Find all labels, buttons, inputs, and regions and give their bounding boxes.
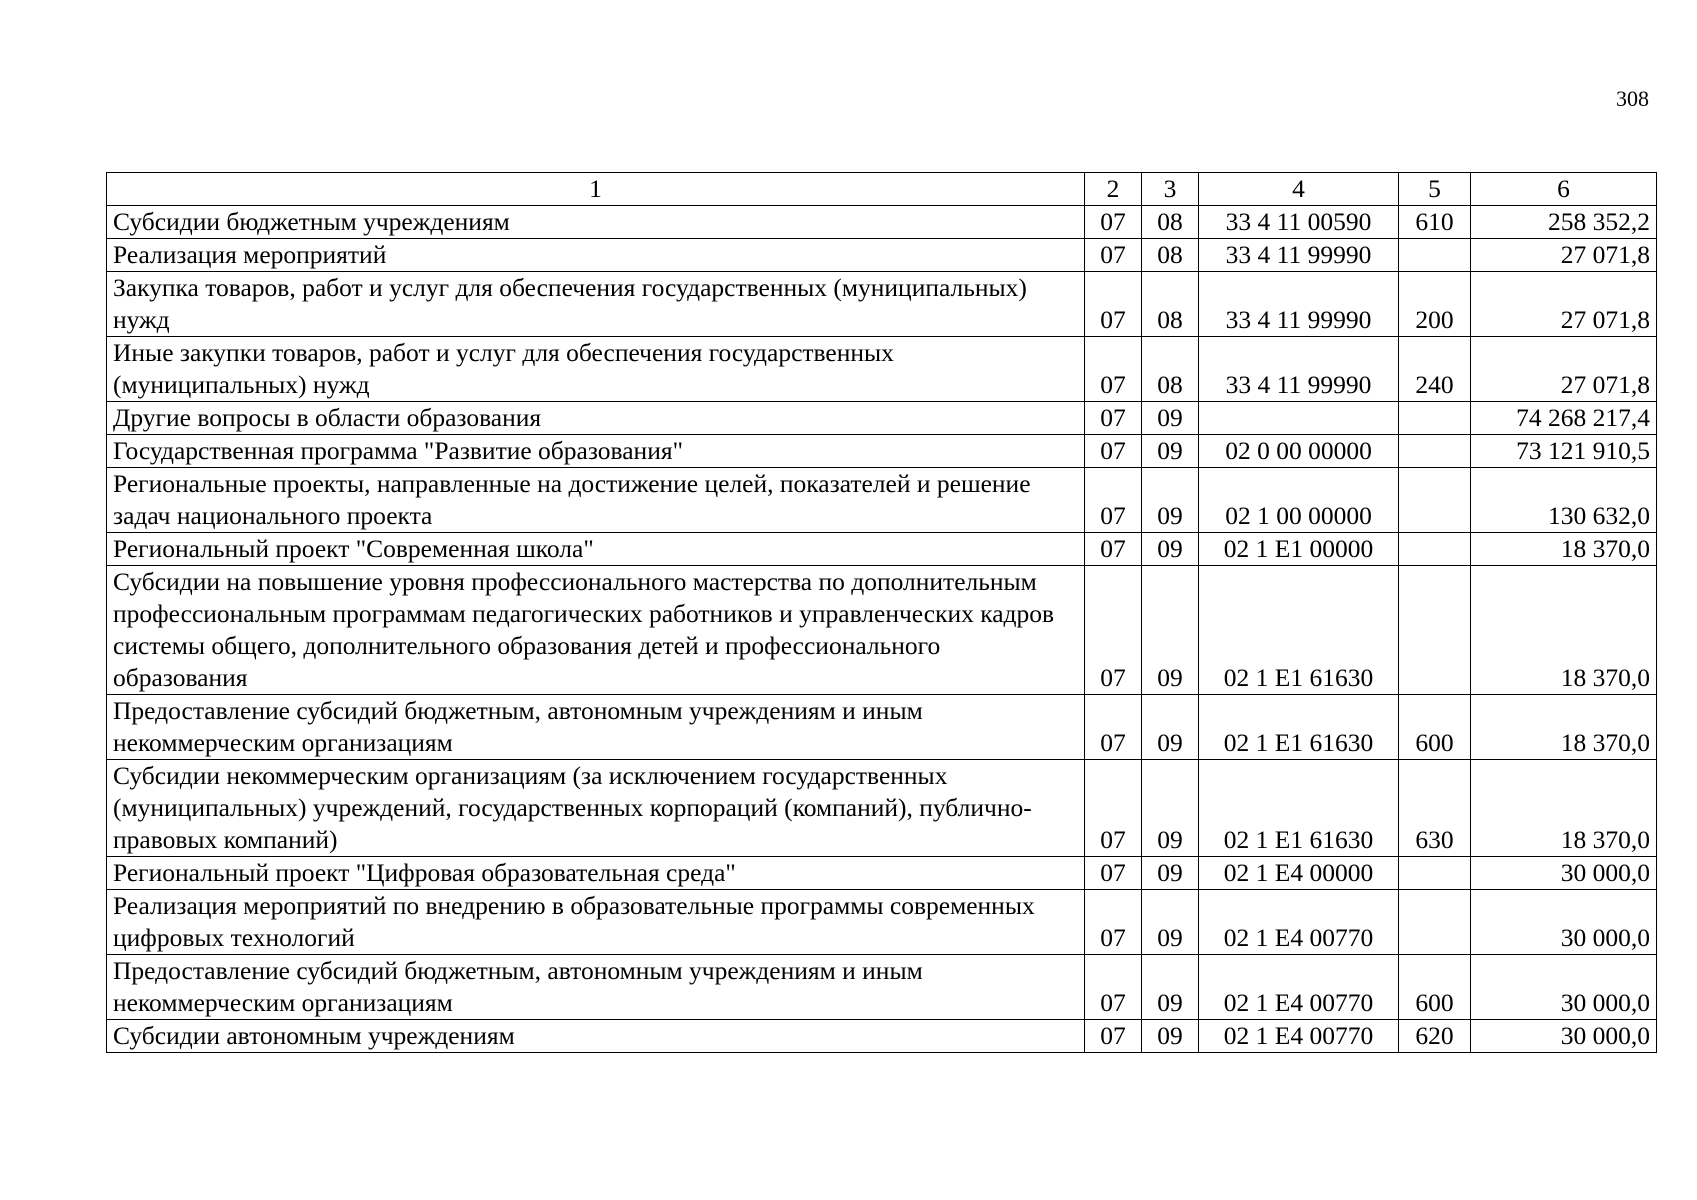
cell-amount: 73 121 910,5 — [1471, 435, 1657, 468]
cell-name: Субсидии на повышение уровня профессионального мастерства по дополнительным профессиональным программам педагогических работников и управленческих кадров системы общего, дополнительного образования детей и профессионального образования — [107, 566, 1085, 695]
cell-expense-type: 200 — [1399, 272, 1471, 337]
cell-target-article: 02 1 E4 00000 — [1199, 857, 1399, 890]
table-row — [107, 402, 1657, 435]
cell-subsection: 09 — [1142, 890, 1199, 955]
cell-expense-type — [1399, 435, 1471, 468]
cell-section: 07 — [1085, 533, 1142, 566]
cell-subsection: 08 — [1142, 337, 1199, 402]
cell-section: 07 — [1085, 468, 1142, 533]
cell-subsection: 09 — [1142, 1020, 1199, 1053]
cell-name: Предоставление субсидий бюджетным, автономным учреждениям и иным некоммерческим организациям — [107, 695, 1085, 760]
cell-name: Субсидии бюджетным учреждениям — [107, 206, 1085, 239]
budget-table-body — [107, 173, 1657, 1053]
cell-expense-type — [1399, 857, 1471, 890]
cell-name: Региональный проект "Цифровая образовательная среда" — [107, 857, 1085, 890]
cell-section: 07 — [1085, 890, 1142, 955]
cell-target-article: 33 4 11 00590 — [1199, 206, 1399, 239]
cell-target-article: 02 1 E1 00000 — [1199, 533, 1399, 566]
table-row — [107, 890, 1657, 955]
cell-target-article: 02 1 E4 00770 — [1199, 890, 1399, 955]
cell-name: Реализация мероприятий по внедрению в образовательные программы современных цифровых технологий — [107, 890, 1085, 955]
cell-target-article: 02 1 E1 61630 — [1199, 695, 1399, 760]
cell-section: 07 — [1085, 337, 1142, 402]
cell-expense-type — [1399, 533, 1471, 566]
cell-amount: 27 071,8 — [1471, 239, 1657, 272]
table-row — [107, 206, 1657, 239]
cell-target-article — [1199, 402, 1399, 435]
table-row — [107, 468, 1657, 533]
cell-amount: 30 000,0 — [1471, 890, 1657, 955]
cell-expense-type: 240 — [1399, 337, 1471, 402]
cell-amount: 18 370,0 — [1471, 760, 1657, 857]
cell-amount: 30 000,0 — [1471, 955, 1657, 1020]
table-row — [107, 760, 1657, 857]
cell-section: 07 — [1085, 760, 1142, 857]
cell-name: Субсидии некоммерческим организациям (за исключением государственных (муниципальных) учреждений, государственных корпораций (компаний), публично-правовых компаний) — [107, 760, 1085, 857]
cell-section: 07 — [1085, 857, 1142, 890]
cell-name: Региональный проект "Современная школа" — [107, 533, 1085, 566]
cell-name: Иные закупки товаров, работ и услуг для обеспечения государственных (муниципальных) нужд — [107, 337, 1085, 402]
table-row — [107, 695, 1657, 760]
cell-expense-type — [1399, 566, 1471, 695]
cell-target-article: 02 0 00 00000 — [1199, 435, 1399, 468]
cell-subsection: 09 — [1142, 435, 1199, 468]
cell-amount: 27 071,8 — [1471, 272, 1657, 337]
cell-amount: 258 352,2 — [1471, 206, 1657, 239]
cell-target-article: 33 4 11 99990 — [1199, 337, 1399, 402]
budget-table — [106, 172, 1657, 1053]
cell-name: Предоставление субсидий бюджетным, автономным учреждениям и иным некоммерческим организациям — [107, 955, 1085, 1020]
cell-target-article: 02 1 E1 61630 — [1199, 760, 1399, 857]
cell-subsection: 08 — [1142, 239, 1199, 272]
cell-section: 07 — [1085, 402, 1142, 435]
cell-target-article: 02 1 E4 00770 — [1199, 1020, 1399, 1053]
cell-section: 07 — [1085, 566, 1142, 695]
table-row — [107, 1020, 1657, 1053]
cell-subsection: 09 — [1142, 760, 1199, 857]
cell-expense-type — [1399, 239, 1471, 272]
cell-subsection: 09 — [1142, 955, 1199, 1020]
cell-subsection: 09 — [1142, 857, 1199, 890]
cell-expense-type — [1399, 468, 1471, 533]
cell-section: 07 — [1085, 955, 1142, 1020]
cell-target-article: 33 4 11 99990 — [1199, 239, 1399, 272]
table-row — [107, 337, 1657, 402]
cell-target-article: 02 1 E1 61630 — [1199, 566, 1399, 695]
table-row — [107, 239, 1657, 272]
cell-subsection: 09 — [1142, 533, 1199, 566]
cell-expense-type: 600 — [1399, 955, 1471, 1020]
table-row — [107, 533, 1657, 566]
cell-expense-type — [1399, 890, 1471, 955]
cell-amount: 30 000,0 — [1471, 1020, 1657, 1053]
cell-name: Закупка товаров, работ и услуг для обеспечения государственных (муниципальных) нужд — [107, 272, 1085, 337]
cell-subsection: 08 — [1142, 272, 1199, 337]
cell-section: 07 — [1085, 1020, 1142, 1053]
cell-expense-type: 610 — [1399, 206, 1471, 239]
cell-amount: 27 071,8 — [1471, 337, 1657, 402]
table-row — [107, 566, 1657, 695]
cell-expense-type: 600 — [1399, 695, 1471, 760]
cell-name: Реализация мероприятий — [107, 239, 1085, 272]
header-cell-3: 3 — [1142, 173, 1199, 206]
header-cell-6: 6 — [1471, 173, 1657, 206]
table-header-row — [107, 173, 1657, 206]
cell-section: 07 — [1085, 435, 1142, 468]
cell-name: Другие вопросы в области образования — [107, 402, 1085, 435]
cell-subsection: 09 — [1142, 402, 1199, 435]
cell-amount: 18 370,0 — [1471, 533, 1657, 566]
cell-section: 07 — [1085, 272, 1142, 337]
cell-target-article: 02 1 E4 00770 — [1199, 955, 1399, 1020]
cell-amount: 30 000,0 — [1471, 857, 1657, 890]
cell-subsection: 09 — [1142, 695, 1199, 760]
cell-expense-type: 630 — [1399, 760, 1471, 857]
cell-amount: 18 370,0 — [1471, 566, 1657, 695]
table-row — [107, 857, 1657, 890]
cell-target-article: 33 4 11 99990 — [1199, 272, 1399, 337]
cell-expense-type: 620 — [1399, 1020, 1471, 1053]
cell-name: Региональные проекты, направленные на достижение целей, показателей и решение задач национального проекта — [107, 468, 1085, 533]
cell-name: Субсидии автономным учреждениям — [107, 1020, 1085, 1053]
cell-section: 07 — [1085, 695, 1142, 760]
cell-subsection: 09 — [1142, 566, 1199, 695]
header-cell-5: 5 — [1399, 173, 1471, 206]
cell-subsection: 08 — [1142, 206, 1199, 239]
cell-amount: 74 268 217,4 — [1471, 402, 1657, 435]
cell-section: 07 — [1085, 239, 1142, 272]
table-row — [107, 435, 1657, 468]
cell-amount: 18 370,0 — [1471, 695, 1657, 760]
cell-name: Государственная программа "Развитие образования" — [107, 435, 1085, 468]
cell-subsection: 09 — [1142, 468, 1199, 533]
cell-target-article: 02 1 00 00000 — [1199, 468, 1399, 533]
cell-section: 07 — [1085, 206, 1142, 239]
header-cell-2: 2 — [1085, 173, 1142, 206]
header-cell-1: 1 — [107, 173, 1085, 206]
header-cell-4: 4 — [1199, 173, 1399, 206]
cell-amount: 130 632,0 — [1471, 468, 1657, 533]
cell-expense-type — [1399, 402, 1471, 435]
page-number: 308 — [1616, 86, 1649, 111]
table-row — [107, 955, 1657, 1020]
table-row — [107, 272, 1657, 337]
